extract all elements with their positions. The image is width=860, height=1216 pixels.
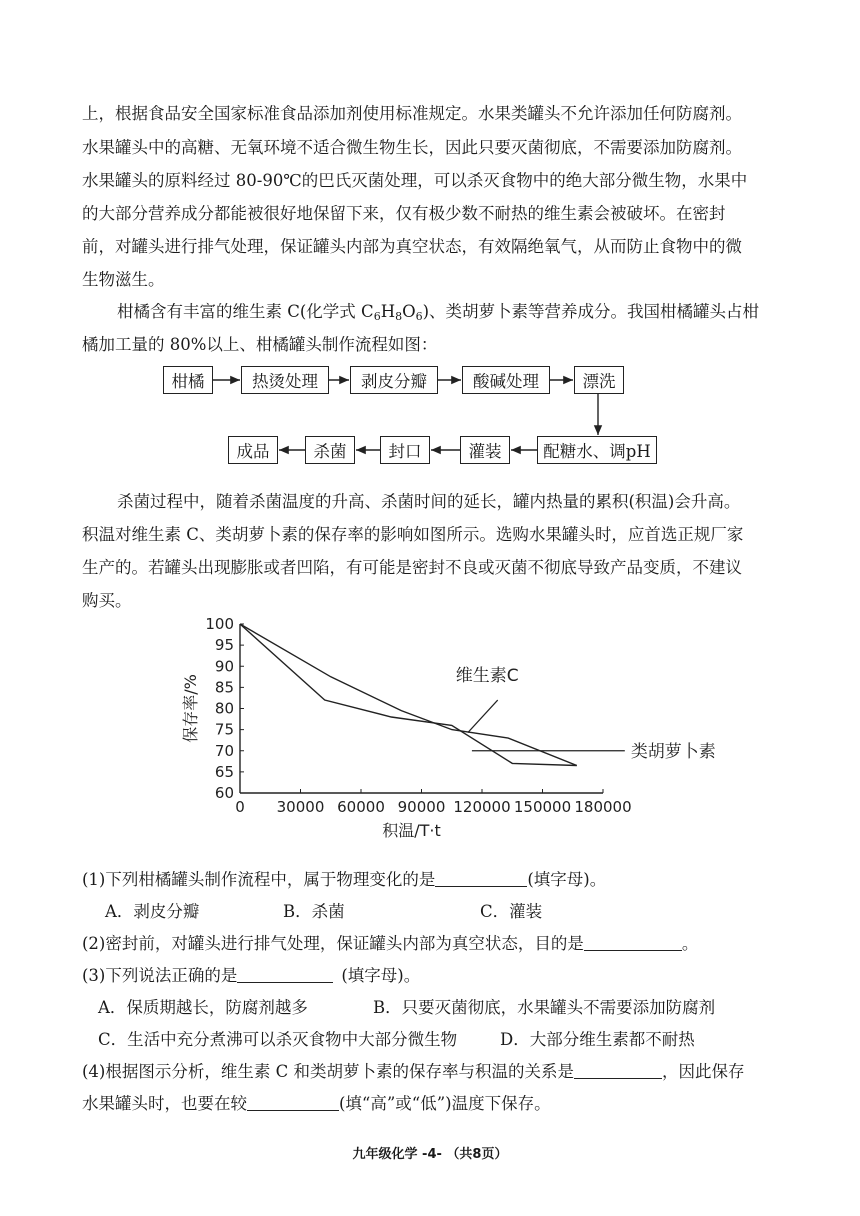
option-c: C．灌装 [480,902,543,921]
y-tick-label: 95 [214,636,234,655]
series-line-vitamin-c [240,624,577,766]
x-tick-label: 180000 [574,798,632,816]
flow-box-rinse: 漂洗 [574,366,624,394]
x-tick-label: 120000 [453,798,511,816]
question-text: (3)下列说法正确的是 [82,966,238,985]
page-footer: 九年级化学 -4- （共8页） [352,1147,508,1162]
flow-box-syrup-ph: 配糖水、调pH [537,436,657,464]
question-tail: (填字母)。 [341,966,421,985]
x-tick-label: 0 [235,798,245,816]
paragraph-line: 生物滋生。 [82,270,165,289]
x-tick-label: 150000 [513,798,572,816]
paragraph-line: 积温对维生素 C、类胡萝卜素的保存率的影响如图所示。选购水果罐头时，应首选正规厂家 [82,525,744,544]
paragraph-line: 前，对罐头进行排气处理，保证罐头内部为真空状态，有效隔绝氧气，从而防止食物中的微 [82,237,742,256]
chart-labels [181,666,716,840]
question-4-continued [82,1093,551,1115]
question-tail: 。 [681,934,699,953]
flow-box-seal: 封口 [380,436,430,464]
y-tick-label: 90 [214,657,234,676]
x-axis-label: 积温/T·t [382,821,441,840]
chart-ticks [205,615,631,816]
series-label-vitamin-c: 维生素C [455,666,519,687]
y-tick-label: 65 [214,762,234,781]
chart-series [240,624,577,766]
flow-box-peel: 剥皮分瓣 [350,366,438,394]
y-tick-label: 85 [214,678,234,697]
paragraph-line: 橘加工量的 80%以上、柑橘罐头制作流程如图： [82,335,438,354]
flow-box-product: 成品 [228,436,278,464]
paragraph-line: 杀菌过程中，随着杀菌温度的升高、杀菌时间的延长，罐内热量的累积(积温)会升高。 [117,492,741,511]
answer-blank[interactable] [574,1062,662,1079]
option-c: C．生活中充分煮沸可以杀灭食物中大部分微生物 [98,1030,458,1049]
text-run: )、类胡萝卜素等营养成分。我国柑橘罐头占柑 [422,302,760,321]
option-a: A．保质期越长，防腐剂越多 [98,998,308,1017]
y-axis-label: 保存率/% [181,674,200,743]
flow-box-blanch: 热烫处理 [241,366,329,394]
paragraph-line: 水果罐头中的高糖、无氧环境不适合微生物生长，因此只要灭菌彻底，不需要添加防腐剂。 [82,138,742,157]
question-tail: (填字母)。 [527,870,607,889]
option-b: B．杀菌 [283,902,345,921]
question-1 [82,869,606,891]
paragraph-line: 上，根据食品安全国家标准食品添加剂使用标准规定。水果类罐头不允许添加任何防腐剂。 [82,104,742,123]
x-tick-label: 30000 [276,798,325,816]
flow-box-acid-base: 酸碱处理 [462,366,550,394]
option-d: D．大部分维生素都不耐热 [500,1030,695,1049]
paragraph-line: 购买。 [82,591,132,610]
subscript: 8 [395,310,403,323]
y-tick-label: 75 [214,720,234,739]
question-2 [82,933,698,955]
y-tick-label: 80 [214,699,234,718]
text-run: H [380,302,396,321]
question-text: (1)下列柑橘罐头制作流程中，属于物理变化的是 [82,870,436,889]
paragraph-line: 生产的。若罐头出现膨胀或者凹陷，有可能是密封不良或灭菌不彻底导致产品变质，不建议 [82,558,742,577]
flow-box-fill: 灌装 [460,436,510,464]
flow-box-orange: 柑橘 [163,366,213,394]
question-4 [82,1061,745,1083]
text-run: 柑橘含有丰富的维生素 C(化学式 C [117,302,374,321]
subscript: 6 [415,310,423,323]
flow-arrows [0,0,860,500]
question-text: (2)密封前，对罐头进行排气处理，保证罐头内部为真空状态，目的是 [82,934,584,953]
x-tick-label: 90000 [397,798,446,816]
leader-vitamin-c [468,700,498,733]
x-tick-label: 60000 [337,798,385,816]
text-run: O [402,302,416,321]
question-text: (4)根据图示分析，维生素 C 和类胡萝卜素的保存率与积温的关系是 [82,1062,574,1081]
answer-blank[interactable] [435,870,527,887]
question-tail: ，因此保存 [662,1062,745,1081]
series-label-carotenoid: 类胡萝卜素 [630,741,716,762]
answer-blank[interactable] [584,934,682,951]
answer-blank[interactable] [247,1094,339,1111]
paragraph-line: 水果罐头的原料经过 80-90℃的巴氏灭菌处理，可以杀灭食物中的绝大部分微生物，水果中 [82,171,748,190]
question-text: 水果罐头时，也要在较 [82,1094,247,1113]
chart-axes [240,624,603,793]
answer-blank[interactable] [237,966,333,983]
y-tick-label: 70 [214,741,234,760]
question-tail: (填“高”或“低”)温度下保存。 [339,1094,551,1113]
option-b: B．只要灭菌彻底，水果罐头不需要添加防腐剂 [373,998,716,1017]
subscript: 6 [373,310,381,323]
retention-chart [170,610,716,850]
paragraph-line: 的大部分营养成分都能被很好地保留下来，仅有极少数不耐热的维生素会被破坏。在密封 [82,204,726,223]
y-tick-label: 60 [214,784,234,802]
series-line-carotenoid [240,624,577,766]
option-a: A．剥皮分瓣 [105,902,200,921]
flow-box-sterilize: 杀菌 [305,436,355,464]
y-tick-label: 100 [205,615,234,633]
question-3 [82,965,420,987]
